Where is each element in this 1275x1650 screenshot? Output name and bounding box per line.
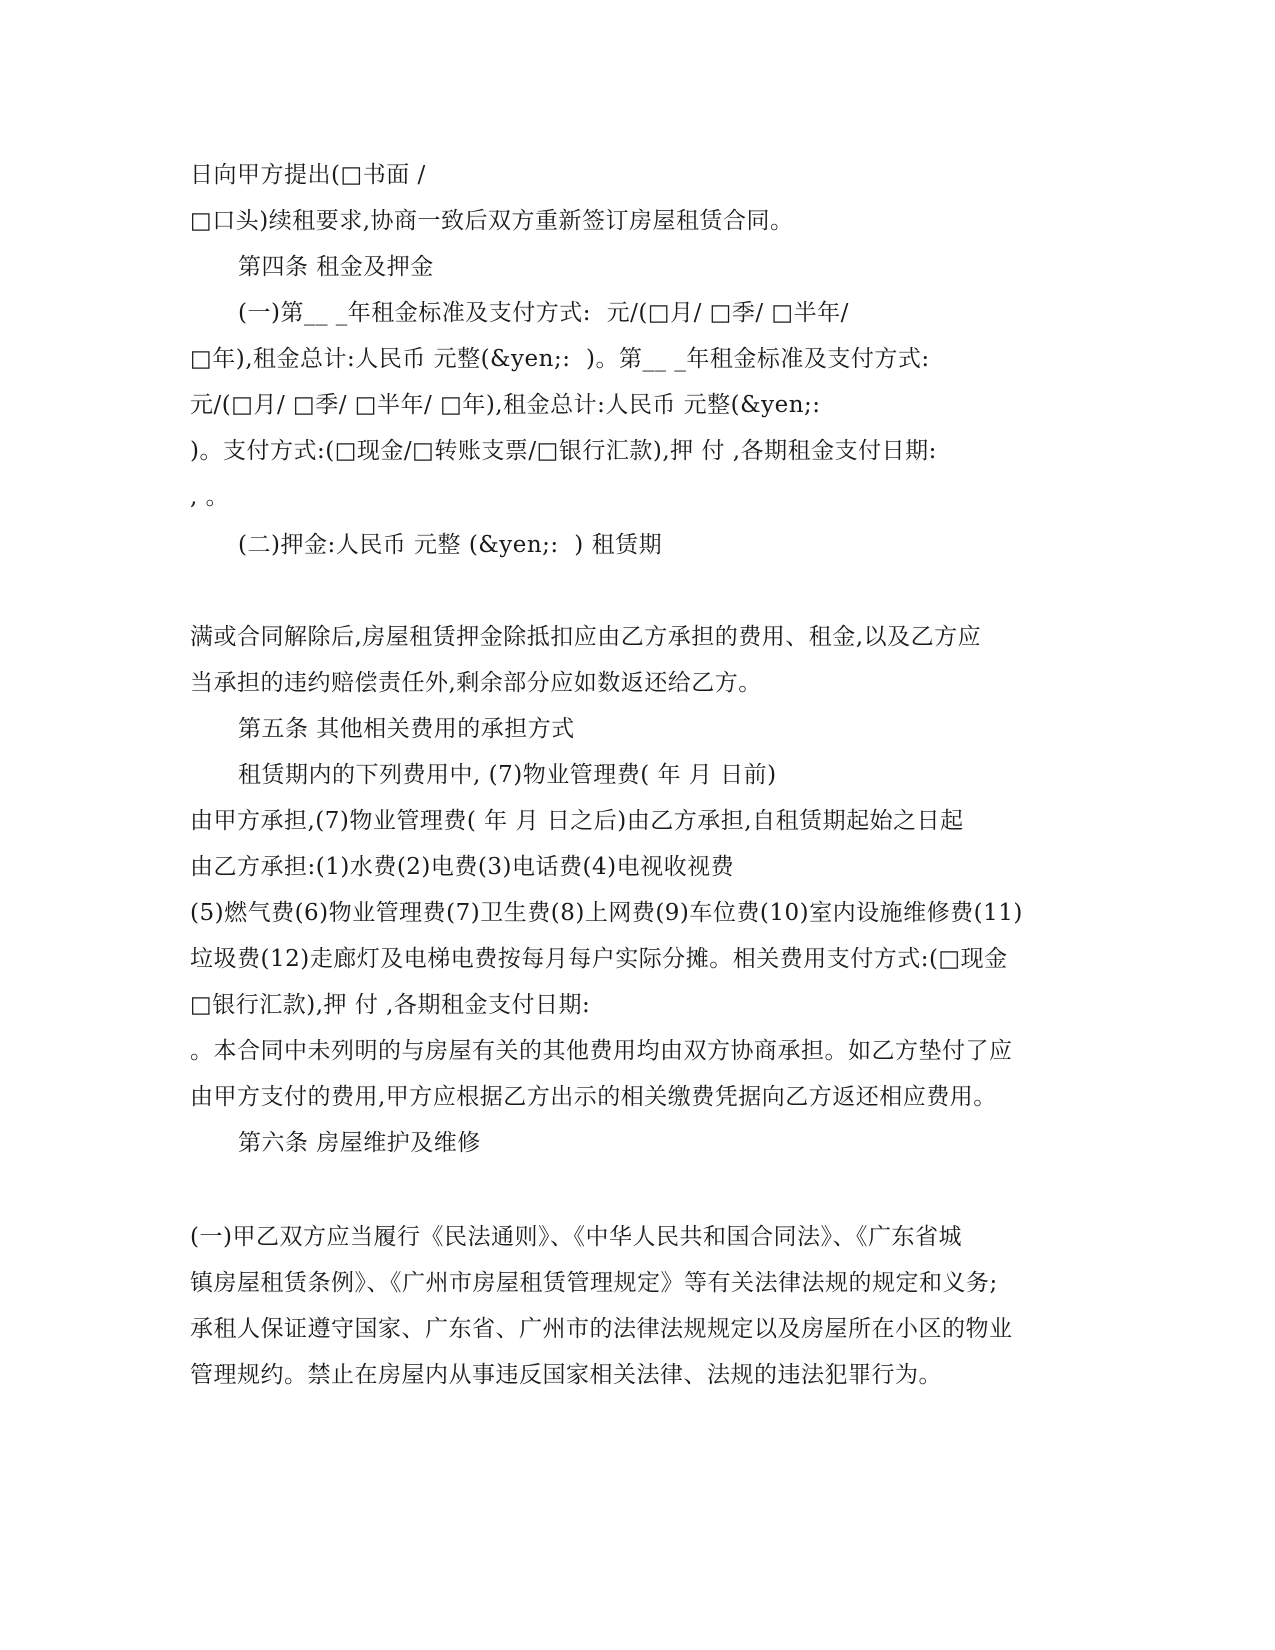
text-line: 日向甲方提出(□书面 / [190,162,426,188]
text-line: 承租人保证遵守国家、广东省、广州市的法律法规规定以及房屋所在小区的物业 [190,1316,1013,1342]
text-line: 镇房屋租赁条例》、《广州市房屋租赁管理规定》等有关法律法规的规定和义务; [190,1270,998,1296]
text-line: 满或合同解除后,房屋租赁押金除抵扣应由乙方承担的费用、租金,以及乙方应 [190,624,982,650]
text-line: 当承担的违约赔偿责任外,剩余部分应如数返还给乙方。 [190,670,762,696]
text-line: 由乙方承担:(1)水费(2)电费(3)电话费(4)电视收视费 [190,854,735,880]
text-line: (一)甲乙双方应当履行《民法通则》、《中华人民共和国合同法》、《广东省城 [190,1224,962,1250]
text-line: 管理规约。禁止在房屋内从事违反国家相关法律、法规的违法犯罪行为。 [190,1362,942,1388]
text-line: □口头)续租要求,协商一致后双方重新签订房屋租赁合同。 [190,208,794,234]
text-line: 由甲方支付的费用,甲方应根据乙方出示的相关缴费凭据向乙方返还相应费用。 [190,1084,997,1110]
text-line: 垃圾费(12)走廊灯及电梯电费按每月每户实际分摊。相关费用支付方式:(□现金 [190,946,1008,972]
article-heading: 第四条 租金及押金 [238,254,434,280]
article-heading: 第六条 房屋维护及维修 [238,1130,481,1156]
article-heading: 第五条 其他相关费用的承担方式 [238,716,575,742]
text-line: (一)第__ _年租金标准及支付方式: 元/(□月/ □季/ □半年/ [238,300,849,326]
text-line: (二)押金:人民币 元整 (&yen;: ) 租赁期 [238,532,663,558]
text-line: , 。 [190,484,230,510]
text-line: 租赁期内的下列费用中, (7)物业管理费( 年 月 日前) [238,762,777,788]
text-line: 元/(□月/ □季/ □半年/ □年),租金总计:人民币 元整(&yen;: [190,392,821,418]
text-line: 。本合同中未列明的与房屋有关的其他费用均由双方协商承担。如乙方垫付了应 [190,1038,1013,1064]
text-line: (5)燃气费(6)物业管理费(7)卫生费(8)上网费(9)车位费(10)室内设施维修费(11) [190,900,1023,926]
text-line: □银行汇款),押 付 ,各期租金支付日期: [190,992,591,1018]
text-line: )。支付方式:(□现金/□转账支票/□银行汇款),押 付 ,各期租金支付日期: [190,438,937,464]
text-line: □年),租金总计:人民币 元整(&yen;: )。第__ _年租金标准及支付方式: [190,346,930,372]
text-line: 由甲方承担,(7)物业管理费( 年 月 日之后)由乙方承担,自租赁期起始之日起 [190,808,964,834]
